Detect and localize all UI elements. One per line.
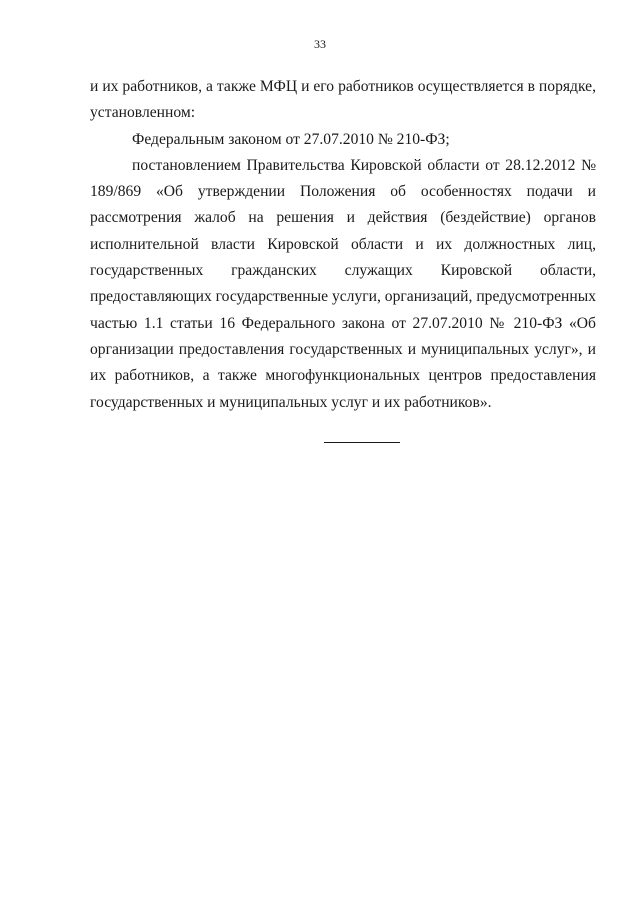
end-separator-line xyxy=(324,442,400,443)
paragraph-resolution: постановлением Правительства Кировской области от 28.12.2012 № 189/869 «Об утверждении Положения об особенностях подачи и рассмотрения жалоб на решения и действия (бездействие) органов исполнительной власти Кировской области и их должностных лиц, государственных гражданских служащих Кировской области, предоставляющих государственные услуги, организаций, предусмотренных частью 1.1 статьи 16 Федерального закона от 27.07.2010 № 210-ФЗ «Об организации предоставления государственных и муниципальных услуг», и их работников, а также многофункциональных центров предоставления государственных и муниципальных услуг и их работников». xyxy=(90,156,596,411)
document-body xyxy=(90,74,596,416)
page-number: 33 xyxy=(314,37,326,51)
paragraph-continuation: и их работников, а также МФЦ и его работников осуществляется в порядке, установленном: xyxy=(90,78,596,122)
paragraph-federal-law: Федеральным законом от 27.07.2010 № 210-ФЗ; xyxy=(132,130,450,148)
